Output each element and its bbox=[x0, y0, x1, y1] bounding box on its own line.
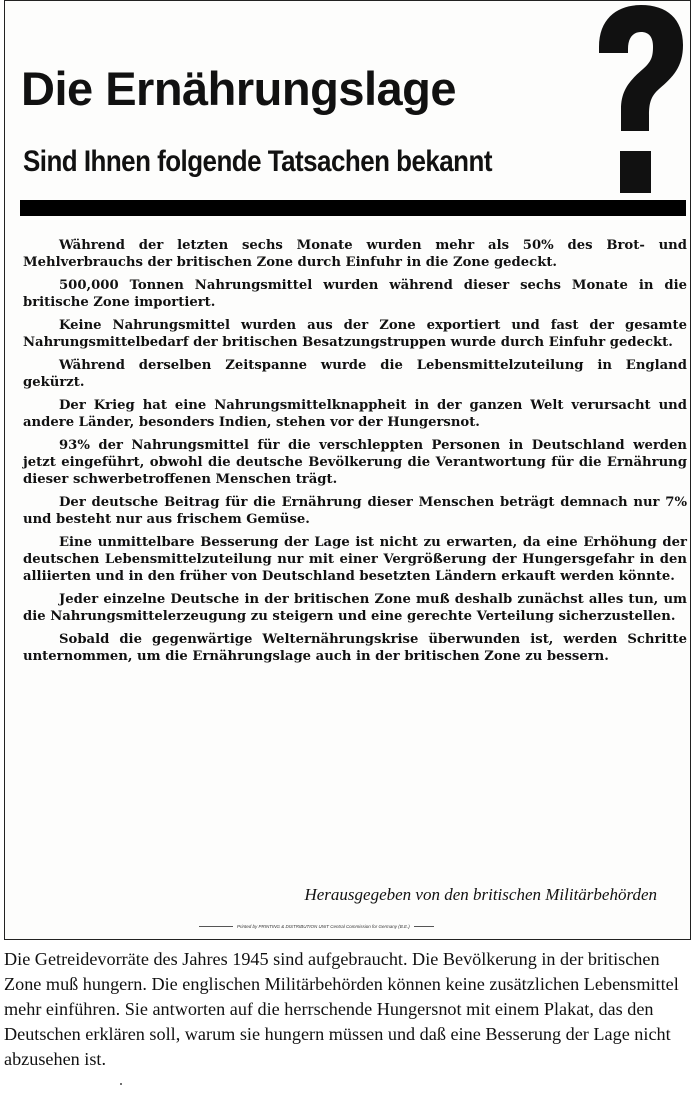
paragraph: Der Krieg hat eine Nahrungsmittelknappheit in der ganzen Welt verursacht und andere Länder, besonders Indien, stehen vor der Hungersnot. bbox=[23, 398, 687, 430]
paragraph: Sobald die gegenwärtige Welternährungskrise überwunden ist, werden Schritte unternommen, um die Ernährungslage auch in der britischen Zone zu bessern. bbox=[23, 632, 687, 664]
poster-subtitle: Sind Ihnen folgende Tatsachen bekannt bbox=[23, 145, 492, 178]
poster-title: Die Ernährungslage bbox=[21, 62, 456, 115]
paragraph: 500,000 Tonnen Nahrungsmittel wurden während dieser sechs Monate in die britische Zone importiert. bbox=[23, 278, 687, 310]
printer-note: Printed by PRINTING & DISTRIBUTION UNIT Central Commission for Germany (B.E.) bbox=[237, 923, 410, 929]
paragraph: Eine unmittelbare Besserung der Lage ist nicht zu erwarten, da eine Erhöhung der deutschen Lebensmittelzuteilung nur mit einer Vergrößerung der Hungersgefahr in den alliierten und in den früher von Deutschland besetzten Ländern erkauft werden könnte. bbox=[23, 535, 687, 584]
imprint-dash bbox=[414, 926, 434, 927]
paragraph: Während der letzten sechs Monate wurden mehr als 50% des Brot- und Mehlverbrauchs der britischen Zone durch Einfuhr in die Zone gedeckt. bbox=[23, 238, 687, 270]
paragraph: Während derselben Zeitspanne wurde die Lebensmittelzuteilung in England gekürzt. bbox=[23, 358, 687, 390]
paragraph: Jeder einzelne Deutsche in der britischen Zone muß deshalb zunächst alles tun, um die Nahrungsmittelerzeugung zu steigern und eine gerechte Verteilung sicherzustellen. bbox=[23, 592, 687, 624]
title-divider bbox=[20, 200, 686, 216]
photo-caption: Die Getreidevorräte des Jahres 1945 sind aufgebraucht. Die Bevölkerung in der britischen Zone muß hungern. Die englischen Militärbehörden können keine zusätzlichen Lebensmittel mehr einführen. Sie antworten auf die herrschende Hungersnot mit einem Plakat, das den Deutschen erklären soll, warum sie hungern müssen und daß eine Besserung der Lage nicht abzusehen ist. bbox=[4, 949, 679, 1069]
paragraph: Keine Nahrungsmittel wurden aus der Zone exportiert und fast der gesamte Nahrungsmittelbedarf der britischen Besatzungstruppen wurde durch Einfuhr gedeckt. bbox=[23, 318, 687, 350]
paragraph: Der deutsche Beitrag für die Ernährung dieser Menschen beträgt demnach nur 7% und besteht nur aus frischem Gemüse. bbox=[23, 495, 687, 527]
imprint-dash bbox=[199, 926, 233, 927]
printer-imprint bbox=[199, 920, 499, 932]
paragraph: 93% der Nahrungsmittel für die verschleppten Personen in Deutschland werden jetzt eingeführt, obwohl die deutsche Bevölkerung die Verantwortung für die Ernährung dieser schwerbetroffenen Menschen trägt. bbox=[23, 438, 687, 487]
print-speck bbox=[120, 1083, 122, 1085]
poster bbox=[4, 0, 691, 940]
poster-body bbox=[23, 237, 687, 671]
publisher-signature: Herausgegeben von den britischen Militärbehörden bbox=[304, 885, 657, 904]
question-mark-icon bbox=[591, 5, 687, 195]
